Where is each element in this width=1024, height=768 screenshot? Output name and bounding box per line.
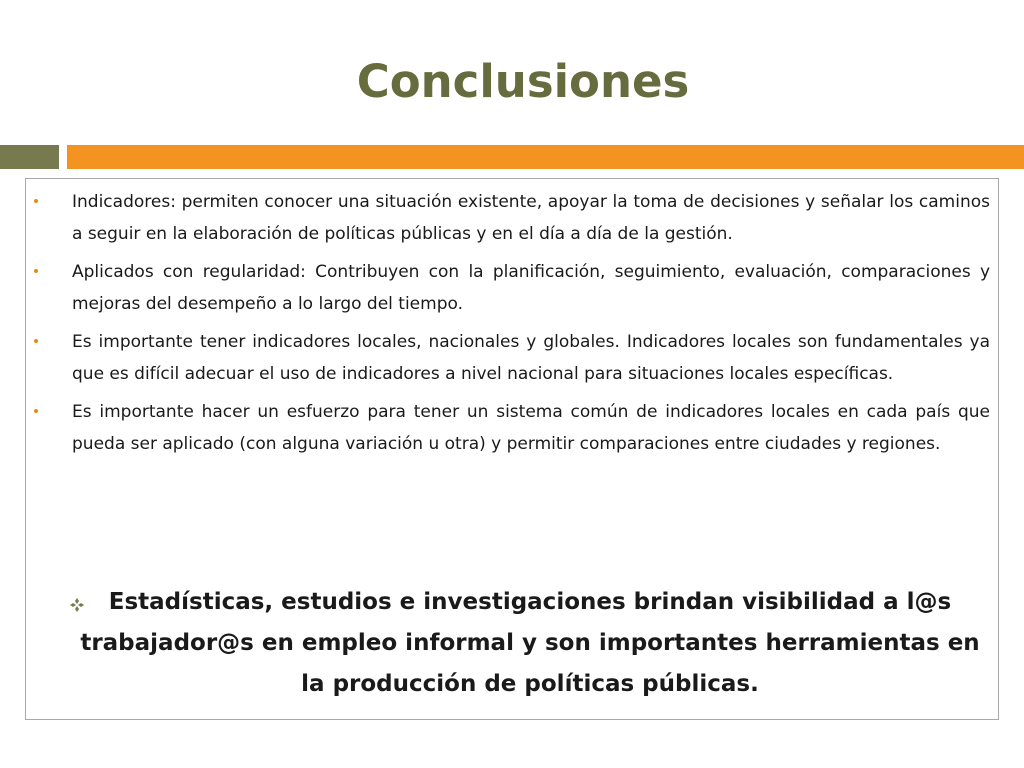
accent-bar-olive <box>0 145 59 169</box>
list-item <box>72 186 990 250</box>
slide-title: Conclusiones <box>356 55 690 108</box>
content-box <box>25 178 999 720</box>
list-item <box>72 326 990 390</box>
list-item <box>72 256 990 320</box>
conclusion-text: Estadísticas, estudios e investigaciones brindan visibilidad a l@s trabajador@s en empleo informal y son importantes herramientas en la producción de políticas públicas. <box>80 589 980 697</box>
bullet-text: Es importante tener indicadores locales, nacionales y globales. Indicadores locales son fundamentales ya que es difícil adecuar el uso de indicadores a nivel nacional para situaciones locales específicas. <box>72 332 990 384</box>
diamond-quad-icon <box>70 598 84 612</box>
bullet-list <box>72 186 990 466</box>
bullet-text: Indicadores: permiten conocer una situación existente, apoyar la toma de decisiones y señalar los caminos a seguir en la elaboración de políticas públicas y en el día a día de la gestión. <box>72 192 990 244</box>
accent-bar-orange <box>67 145 1024 169</box>
bullet-text: Es importante hacer un esfuerzo para tener un sistema común de indicadores locales en cada país que pueda ser aplicado (con alguna variación u otra) y permitir comparaciones entre ciudades y regiones. <box>72 402 990 454</box>
list-item <box>72 396 990 460</box>
bullet-dot-icon <box>34 269 38 273</box>
bullet-dot-icon <box>34 339 38 343</box>
bullet-dot-icon <box>34 199 38 203</box>
bullet-text: Aplicados con regularidad: Contribuyen con la planificación, seguimiento, evaluación, comparaciones y mejoras del desempeño a lo largo del tiempo. <box>72 262 990 314</box>
conclusion-statement <box>70 582 990 705</box>
bullet-dot-icon <box>34 409 38 413</box>
